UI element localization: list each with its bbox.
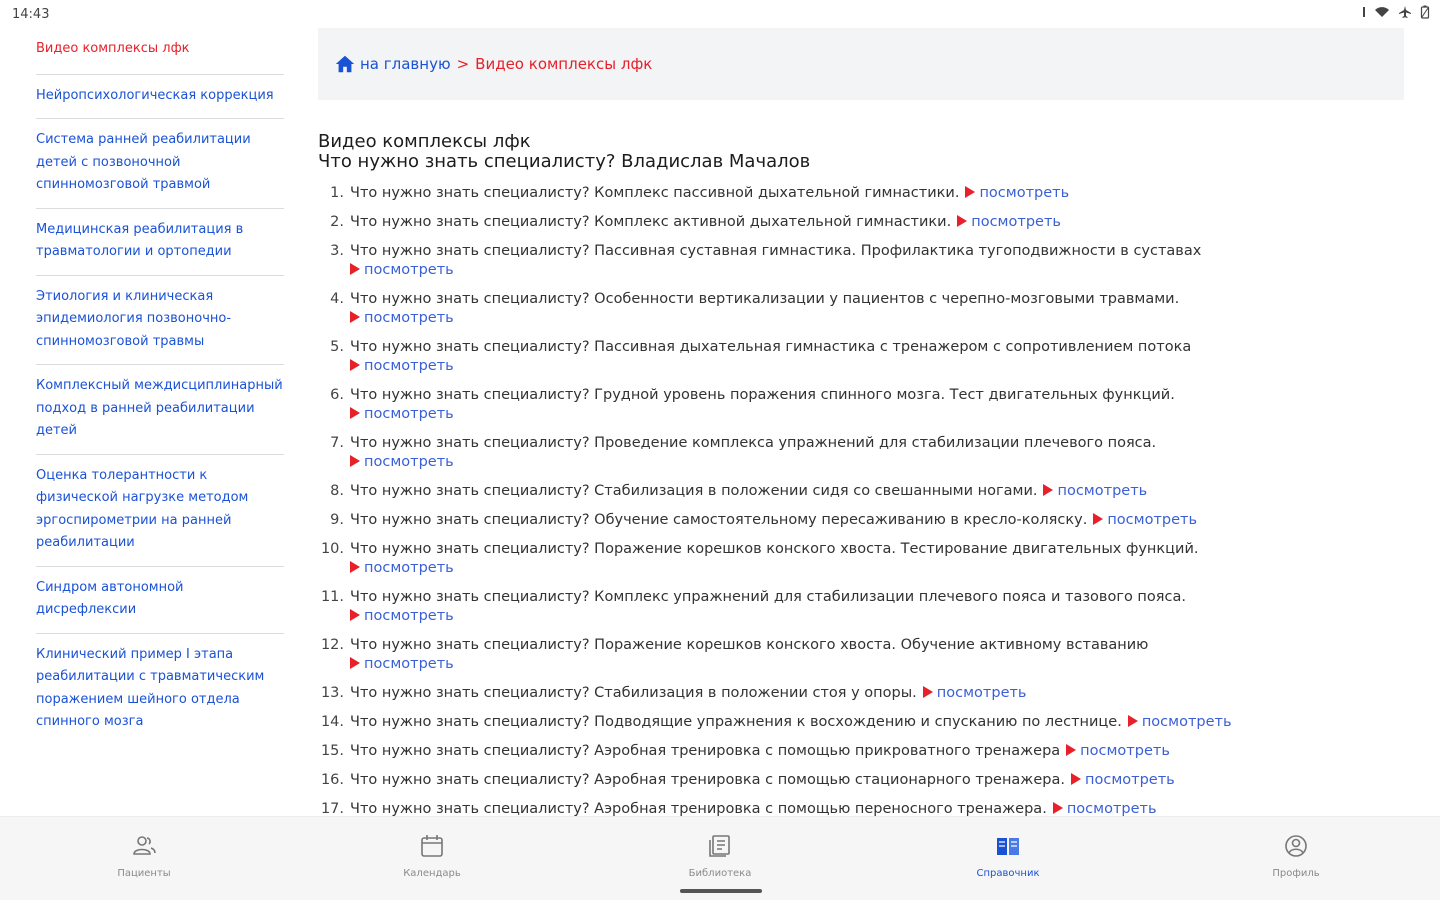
sidebar: [36, 28, 284, 816]
video-list-item: [318, 636, 1418, 674]
watch-link-label: посмотреть: [1080, 743, 1170, 759]
video-list-item: [318, 386, 1418, 424]
watch-link-label: посмотреть: [1141, 714, 1232, 730]
video-item-title: Что нужно знать специалисту? Проведение комплекса упражнений для стабилизации плечевого пояса.: [350, 435, 1157, 451]
watch-link[interactable]: [1037, 483, 1147, 499]
video-item-number: 2.: [330, 214, 344, 230]
watch-link-label: посмотреть: [364, 608, 454, 624]
patients-icon: [131, 833, 157, 863]
nav-tab[interactable]: [0, 817, 288, 900]
video-item-title: Что нужно знать специалисту? Комплекс активной дыхательной гимнастики.: [350, 214, 952, 230]
watch-link-label: посмотреть: [979, 185, 1070, 201]
calendar-icon: [419, 833, 445, 863]
watch-link[interactable]: [1065, 772, 1175, 788]
video-item-number: 7.: [330, 435, 344, 451]
sidebar-item[interactable]: Медицинская реабилитация в травматологии и ортопедии: [36, 209, 284, 276]
video-item-number: 8.: [330, 483, 344, 499]
signal-icon: [1362, 6, 1366, 18]
play-icon: [923, 686, 933, 698]
play-icon: [1128, 715, 1138, 727]
video-list-item: [318, 800, 1418, 816]
watch-link-label: посмотреть: [1066, 801, 1157, 816]
video-item-number: 12.: [320, 637, 344, 653]
watch-link-label: посмотреть: [1107, 512, 1198, 528]
status-icons: [1362, 5, 1430, 19]
watch-link-label: посмотреть: [1085, 772, 1175, 788]
video-item-title: Что нужно знать специалисту? Комплекс упражнений для стабилизации плечевого пояса и тазового пояса.: [350, 589, 1186, 605]
status-time: 14:43: [12, 7, 50, 22]
watch-link-label: посмотреть: [1057, 483, 1148, 499]
play-icon: [1053, 802, 1063, 814]
watch-link[interactable]: [350, 453, 1418, 472]
sidebar-item[interactable]: Видео комплексы лфк: [36, 28, 284, 75]
watch-link-label: посмотреть: [971, 214, 1061, 230]
video-list-item: [318, 588, 1418, 626]
main-content: [318, 132, 1418, 816]
breadcrumb-separator: >: [456, 55, 470, 73]
play-icon: [957, 215, 967, 227]
breadcrumb-home-link[interactable]: на главную: [360, 55, 451, 73]
video-list-item: [318, 482, 1418, 501]
nav-tab-label: Библиотека: [688, 868, 752, 879]
watch-link[interactable]: [1087, 512, 1197, 528]
watch-link[interactable]: [917, 685, 1027, 701]
watch-link-label: посмотреть: [936, 685, 1027, 701]
video-item-number: 3.: [330, 243, 344, 259]
sidebar-item[interactable]: Клинический пример I этапа реабилитации с травматическим поражением шейного отдела спинного мозга: [36, 646, 265, 729]
play-icon: [1093, 513, 1103, 525]
page-title: Видео комплексы лфк: [318, 132, 531, 152]
video-item-title: Что нужно знать специалисту? Поражение корешков конского хвоста. Тестирование двигательных функций.: [350, 541, 1199, 557]
watch-link-label: посмотреть: [364, 262, 454, 278]
video-item-number: 17.: [320, 801, 344, 816]
video-item-title: Что нужно знать специалисту? Грудной уровень поражения спинного мозга. Тест двигательных функций.: [350, 387, 1175, 403]
play-icon: [350, 359, 360, 371]
video-item-title: Что нужно знать специалисту? Поражение корешков конского хвоста. Обучение активному вставанию: [350, 637, 1149, 653]
video-list-item: [318, 184, 1418, 203]
watch-link[interactable]: [1122, 714, 1232, 730]
video-list-item: [318, 771, 1418, 790]
video-item-title: Что нужно знать специалисту? Подводящие упражнения к восхождению и спусканию по лестнице.: [350, 714, 1122, 730]
watch-link[interactable]: [1047, 801, 1157, 816]
profile-icon: [1283, 833, 1309, 863]
sidebar-item[interactable]: Система ранней реабилитации детей с позвоночной спинномозговой травмой: [36, 119, 284, 209]
airplane-icon: [1398, 5, 1412, 19]
nav-tab-label: Справочник: [976, 868, 1040, 879]
sidebar-item[interactable]: Нейропсихологическая коррекция: [36, 75, 284, 120]
video-list-item: [318, 713, 1418, 732]
watch-link[interactable]: [350, 357, 1418, 376]
video-item-title: Что нужно знать специалисту? Обучение самостоятельному пересаживанию в кресло-коляску.: [350, 512, 1088, 528]
video-item-number: 15.: [320, 743, 344, 759]
video-item-number: 5.: [330, 339, 344, 355]
video-item-number: 16.: [320, 772, 344, 788]
play-icon: [350, 609, 360, 621]
video-list-item: [318, 540, 1418, 578]
nav-tab[interactable]: [1152, 817, 1440, 900]
watch-link[interactable]: [959, 185, 1069, 201]
sidebar-item[interactable]: Оценка толерантности к физической нагрузке методом эргоспирометрии на ранней реабилитации: [36, 455, 284, 567]
video-list-item: [318, 338, 1418, 376]
watch-link[interactable]: [350, 607, 1418, 626]
video-item-number: 10.: [320, 541, 344, 557]
video-list-item: [318, 434, 1418, 472]
play-icon: [1066, 744, 1076, 756]
watch-link[interactable]: [350, 559, 1418, 578]
video-item-title: Что нужно знать специалисту? Пассивная дыхательная гимнастика с тренажером с сопротивлением потока: [350, 339, 1192, 355]
play-icon: [1071, 773, 1081, 785]
nav-tab[interactable]: [864, 817, 1152, 900]
play-icon: [350, 455, 360, 467]
nav-tab-label: Календарь: [403, 868, 461, 879]
watch-link-label: посмотреть: [364, 560, 454, 576]
home-icon[interactable]: [334, 53, 356, 75]
watch-link[interactable]: [350, 309, 1418, 328]
page-subtitle: Что нужно знать специалисту? Владислав Мачалов: [318, 151, 811, 172]
video-list-item: [318, 742, 1418, 761]
play-icon: [350, 311, 360, 323]
video-item-title: Что нужно знать специалисту? Аэробная тренировка с помощью стационарного тренажера.: [350, 772, 1065, 788]
watch-link[interactable]: [350, 405, 1418, 424]
play-icon: [965, 186, 975, 198]
video-item-number: 11.: [320, 589, 344, 605]
nav-tab-label: Пациенты: [117, 868, 171, 879]
video-item-title: Что нужно знать специалисту? Аэробная тренировка с помощью переносного тренажера.: [350, 801, 1047, 816]
video-list-item: [318, 290, 1418, 328]
video-item-number: 9.: [330, 512, 344, 528]
reference-book-icon: [995, 833, 1021, 863]
video-list: [318, 184, 1418, 816]
play-icon: [350, 657, 360, 669]
status-bar: [0, 0, 1440, 28]
watch-link-label: посмотреть: [364, 406, 454, 422]
sidebar-item[interactable]: Комплексный междисциплинарный подход в ранней реабилитации детей: [36, 365, 284, 455]
play-icon: [1043, 484, 1053, 496]
video-item-title: Что нужно знать специалисту? Комплекс пассивной дыхательной гимнастики.: [350, 185, 960, 201]
video-list-item: [318, 511, 1418, 530]
watch-link-label: посмотреть: [364, 310, 454, 326]
watch-link-label: посмотреть: [364, 656, 454, 672]
video-list-item: [318, 242, 1418, 280]
battery-icon: [1420, 5, 1430, 19]
video-item-number: 14.: [320, 714, 344, 730]
video-item-number: 13.: [320, 685, 344, 701]
watch-link[interactable]: [350, 655, 1418, 674]
play-icon: [350, 407, 360, 419]
sidebar-item[interactable]: Этиология и клиническая эпидемиология позвоночно-спинномозговой травмы: [36, 276, 284, 366]
watch-link[interactable]: [951, 214, 1061, 230]
play-icon: [350, 263, 360, 275]
library-icon: [707, 833, 733, 863]
breadcrumb: [318, 28, 1404, 100]
watch-link[interactable]: [350, 261, 1418, 280]
watch-link-label: посмотреть: [364, 358, 454, 374]
nav-tab[interactable]: [576, 817, 864, 900]
nav-tab-label: Профиль: [1272, 868, 1320, 879]
nav-tab[interactable]: [288, 817, 576, 900]
sidebar-item[interactable]: Синдром автономной дисрефлексии: [36, 567, 284, 634]
video-item-title: Что нужно знать специалисту? Особенности вертикализации у пациентов с черепно-мозговыми травмами.: [350, 291, 1180, 307]
video-list-item: [318, 684, 1418, 703]
video-item-number: 4.: [330, 291, 344, 307]
video-item-title: Что нужно знать специалисту? Пассивная суставная гимнастика. Профилактика тугоподвижности в суставах: [350, 243, 1202, 259]
wifi-icon: [1374, 6, 1390, 18]
video-item-title: Что нужно знать специалисту? Аэробная тренировка с помощью прикроватного тренажера: [350, 743, 1061, 759]
video-item-number: 6.: [330, 387, 344, 403]
breadcrumb-current: Видео комплексы лфк: [475, 55, 653, 73]
video-item-number: 1.: [330, 185, 344, 201]
watch-link-label: посмотреть: [364, 454, 454, 470]
video-item-title: Что нужно знать специалисту? Стабилизация в положении стоя у опоры.: [350, 685, 917, 701]
watch-link[interactable]: [1060, 743, 1170, 759]
bottom-nav: [0, 816, 1440, 900]
home-indicator: [680, 889, 762, 893]
video-item-title: Что нужно знать специалисту? Стабилизация в положении сидя со свешанными ногами.: [350, 483, 1038, 499]
video-list-item: [318, 213, 1418, 232]
play-icon: [350, 561, 360, 573]
